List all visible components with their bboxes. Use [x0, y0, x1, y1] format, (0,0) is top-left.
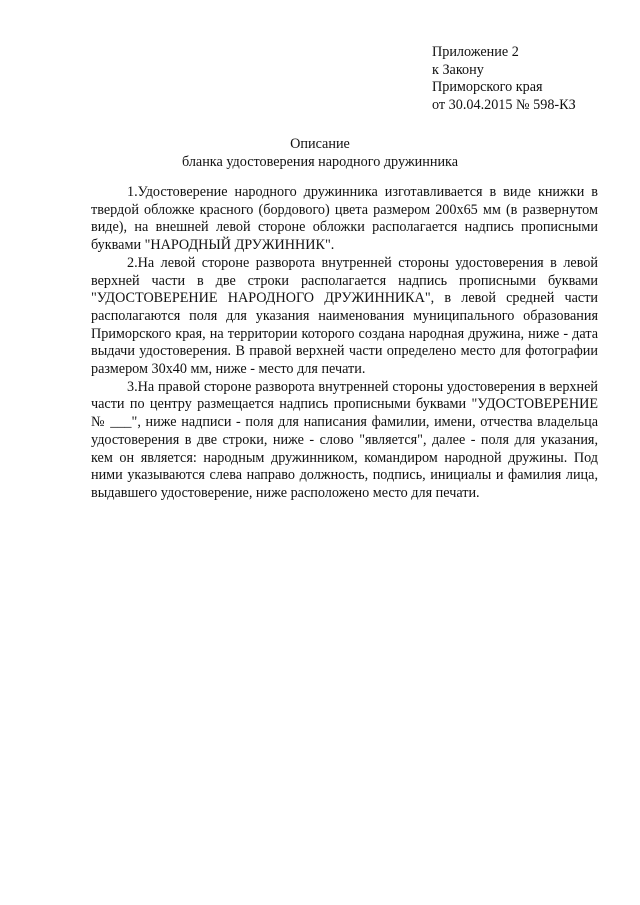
document-body — [91, 184, 598, 503]
title-subheading: бланка удостоверения народного дружинника — [181, 153, 459, 170]
document-title — [0, 136, 640, 171]
appendix-number: Приложение 2 — [432, 44, 519, 60]
paragraph-2: 2.На левой стороне разворота внутренней стороны удостоверения в левой верхней части в две строки располагается надпись прописными буквами "УДОСТОВЕРЕНИЕ НАРОДНОГО ДРУЖИННИКА", в левой средней части располагаются поля для указания наименования муниципального образования Приморского края, на территории которого создана народная дружина, ниже - дата выдачи удостоверения. В правой верхней части определено место для фотографии размером 30х40 мм, ниже - место для печати. — [91, 254, 598, 378]
appendix-header — [432, 44, 622, 114]
paragraph-1: 1.Удостоверение народного дружинника изготавливается в виде книжки в твердой обложке красного (бордового) цвета размером 200х65 мм (в развернутом виде), на внешней левой стороне обложки располагается надпись прописными буквами "НАРОДНЫЙ ДРУЖИННИК". — [91, 184, 598, 254]
appendix-law-date: от 30.04.2015 № 598-КЗ — [432, 96, 576, 113]
appendix-region: Приморского края — [432, 79, 543, 95]
paragraph-3: 3.На правой стороне разворота внутренней стороны удостоверения в верхней части по центру размещается надпись прописными буквами "УДОСТОВЕРЕНИЕ № ___", ниже надписи - поля для написания фамилии, имени, отчества владельца удостоверения в две строки, ниже - слово "является", далее - поля для указания, кем он является: народным дружинником, командиром народной дружины. Под ними указываются слева направо должность, подпись, инициалы и фамилия лица, выдавшего удостоверение, ниже расположено место для печати. — [91, 378, 598, 501]
appendix-law-ref: к Закону — [432, 61, 484, 78]
title-heading: Описание — [290, 136, 350, 152]
